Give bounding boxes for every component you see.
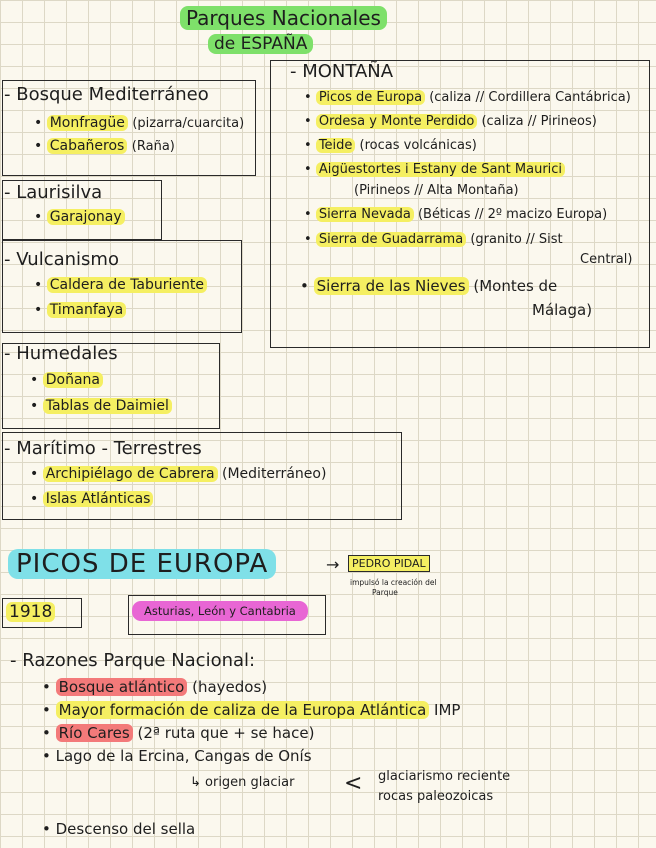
pedro-pidal: PEDRO PIDAL [348,557,430,571]
reason-3: • Río Cares (2ª ruta que + se hace) [42,724,315,742]
glaciar-note-2: rocas paleozoicas [378,789,494,804]
montana-item-3: • Teide (rocas volcánicas) [304,138,477,153]
bosque-header: - Bosque Mediterráneo [4,84,209,105]
montana-item-7: • Sierra de las Nieves (Montes de [300,277,558,295]
montana-item-4-note: (Pirineos // Alta Montaña) [354,183,519,198]
montana-item-4: • Aigüestortes i Estany de Sant Maurici [304,161,565,179]
reason-1: • Bosque atlántico (hayedos) [42,678,268,696]
montana-item-5: • Sierra Nevada (Béticas // 2º macizo Europa) [304,207,608,222]
origin-note: ↳ origen glaciar [190,775,295,790]
less-than: < [344,771,363,796]
reason-4: • Lago de la Ercina, Cangas de Onís [42,747,312,765]
montana-header: - MONTAÑA [290,61,394,82]
regions: Asturias, León y Cantabria [132,604,308,618]
maritimo-header: - Marítimo - Terrestres [4,438,202,459]
reasons-header: - Razones Parque Nacional: [10,650,256,671]
montana-item-2: • Ordesa y Monte Perdido (caliza // Pirineos) [304,114,597,129]
humedales-item-2: • Tablas de Daimiel [30,397,172,415]
glaciar-note-1: glaciarismo reciente [378,769,511,784]
montana-item-1: • Picos de Europa (caliza // Cordillera Cantábrica) [304,90,631,105]
montana-item-6: • Sierra de Guadarrama (granito // Sist [304,232,563,247]
montana-item-6-note2: Central) [580,252,633,267]
pedro-note-1: impulsó la creación del [350,578,437,587]
title-line2: de ESPAÑA [208,34,313,54]
bosque-item-1: • Monfragüe (pizarra/cuarcita) [34,115,245,131]
maritimo-item-1: • Archipiélago de Cabrera (Mediterráneo) [30,466,327,482]
vulcanismo-item-1: • Caldera de Taburiente [34,276,207,294]
laurisilva-header: - Laurisilva [4,182,103,203]
vulcanismo-header: - Vulcanismo [4,249,119,270]
montana-item-7-note2: Málaga) [532,301,593,319]
bosque-item-2: • Cabañeros (Raña) [34,138,175,154]
laurisilva-item-1: • Garajonay [34,208,125,226]
descenso: • Descenso del sella [42,820,196,838]
title-line1: Parques Nacionales [180,6,387,30]
vulcanismo-item-2: • Timanfaya [34,301,126,319]
picos-arrow: → [326,555,340,574]
picos-title: PICOS DE EUROPA [8,549,276,579]
pedro-note-2: Parque [372,588,398,597]
humedales-header: - Humedales [4,343,118,364]
reason-2: • Mayor formación de caliza de la Europa Atlántica IMP [42,701,461,719]
maritimo-item-2: • Islas Atlánticas [30,490,153,508]
humedales-item-1: • Doñana [30,371,103,389]
year: 1918 [6,603,55,621]
